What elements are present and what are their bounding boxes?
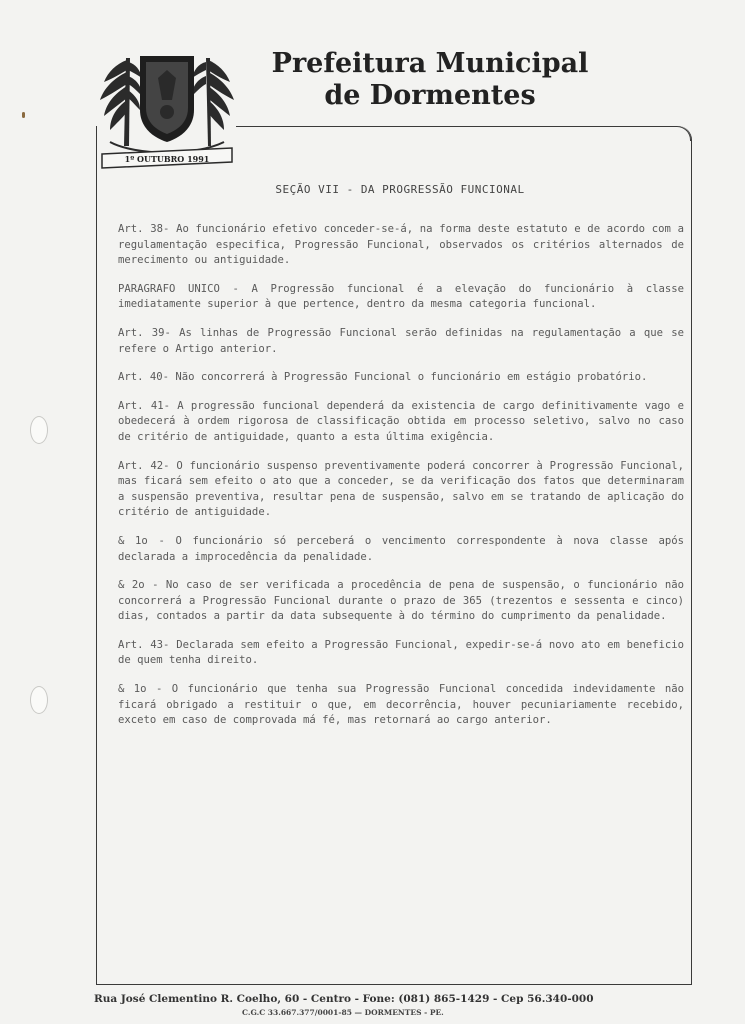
paragraph-art-40: Art. 40- Não concorrerá à Progressão Funcional o funcionário em estágio probatório. [118,371,648,384]
paper-speck [22,112,25,118]
paragraph-art-42-par-1: & 1o - O funcionário só perceberá o vencimento correspondente à nova classe após declarada a improcedência da penalidade. [118,534,684,563]
footer-address: Rua José Clementino R. Coelho, 60 - Centro - Fone: (081) 865-1429 - Cep 56.340-000 [94,993,594,1005]
paragraph-art-43: Art. 43- Declarada sem efeito a Progressão Funcional, expedir-se-á novo ato em beneficio de quem tenha direito. [118,638,684,667]
paragraph-art-43-par-1: & 1o - O funcionário que tenha sua Progressão Funcional concedida indevidamente não ficará obrigado a restituir o que, em decorrência, houver pecuniariamente recebido, exceto em caso de comprovada má fé, mas retornará ao cargo anterior. [118,683,684,727]
letterhead-title [255,48,605,112]
paragraph-art-42-par-2: & 2o - No caso de ser verificada a procedência de pena de suspensão, o funcionário não concorrerá a Progressão Funcional durante o prazo de 365 (trezentos e sessenta e cinco) dias, contados a partir da data subsequente à do término do cumprimento da penalidade. [118,579,684,623]
title-line-1: Prefeitura Municipal [271,48,589,79]
footer-cgc-city: C.G.C 33.667.377/0001-85 — DORMENTES - PE. [242,1008,444,1017]
title-line-2: de Dormentes [324,80,536,111]
punch-hole [30,416,48,444]
paragraph-art-39: Art. 39- As linhas de Progressão Funcional serão definidas na regulamentação a que se refere o Artigo anterior. [118,326,684,355]
punch-hole [30,686,48,714]
page-frame-corner [676,126,691,141]
crest-banner-text: 1º OUTUBRO 1991 [124,154,210,164]
paragraph-art-41: Art. 41- A progressão funcional dependerá da existencia de cargo definitivamente vago e obedecerá à ordem rigorosa de classificação obtida em processo seletivo, salvo no caso de critério de antiguidade, quanto a esta última exigência. [118,399,684,443]
document-body [118,222,684,742]
paragraph-art-42: Art. 42- O funcionário suspenso preventivamente poderá concorrer à Progressão Funcional, mas ficará sem efeito o ato que a conceder, se da verificação dos fatos que determinaram a suspensão preventiva, resultar pena de suspensão, salvo em se tratando de aplicação do critério de antiguidade. [118,459,684,519]
page-frame-top [236,126,676,127]
paragraph-art-38: Art. 38- Ao funcionário efetivo conceder-se-á, na forma deste estatuto e de acordo com a regulamentação especifica, Progressão Funcional, observados os critérios alternados de merecimento ou antiguidade. [118,223,684,267]
section-title: SEÇÃO VII - DA PROGRESSÃO FUNCIONAL [275,183,525,196]
paragraph-unico: PARAGRAFO UNICO - A Progressão funcional é a elevação do funcionário à classe imediatamente superior à que pertence, dentro da mesma categoria funcional. [118,282,684,311]
